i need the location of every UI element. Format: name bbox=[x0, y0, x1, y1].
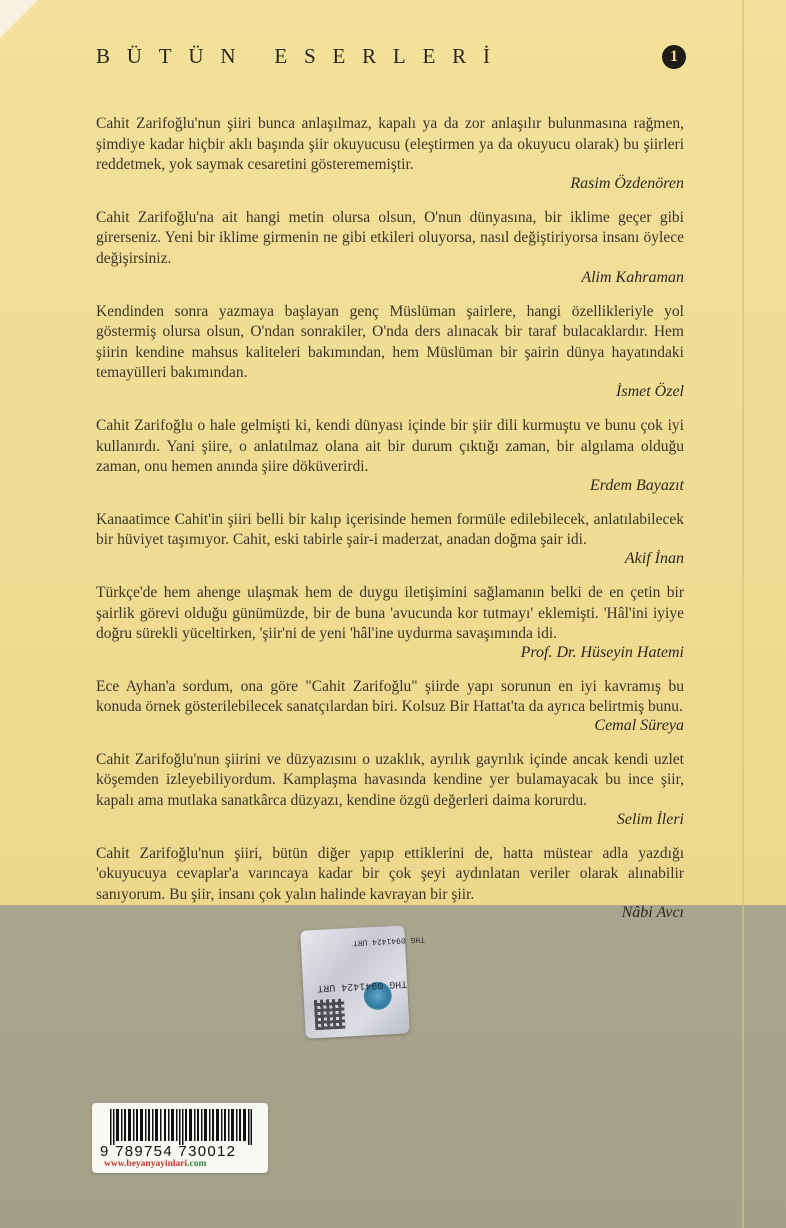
publisher-website bbox=[104, 1159, 264, 1169]
quote-item bbox=[96, 302, 684, 402]
volume-badge: 1 bbox=[662, 45, 686, 69]
quote-text: Türkçe'de hem ahenge ulaşmak hem de duygu iletişimini sağlamanın belki de en çetin bir şairlik görevi olduğu günümüzde, bir de buna 'avucunda kor tutmayı' eklemişti. 'Hâl'ini iyiye doğru sürekli yüceltirken, 'şiir'ni de yeni 'hâl'ine uydurma savaşımında idi. bbox=[96, 583, 684, 643]
quote-item bbox=[96, 677, 684, 736]
quote-item bbox=[96, 208, 684, 288]
quote-author: Prof. Dr. Hüseyin Hatemi bbox=[520, 643, 684, 661]
hologram-sticker bbox=[300, 925, 426, 1038]
quote-item bbox=[96, 510, 684, 569]
quote-author: Erdem Bayazıt bbox=[589, 476, 684, 494]
website-domain: .com bbox=[187, 1159, 207, 1169]
qr-code-icon bbox=[314, 999, 346, 1031]
quote-item bbox=[96, 416, 684, 496]
barcode-icon bbox=[110, 1109, 252, 1145]
quote-text: Cahit Zarifoğlu'nun şiirini ve düzyazısını o uzaklık, ayrılık gayrılık içinde ancak kendi uzlet köşemden izleyebiliyordum. Kamplaşma havasında kendine yer bulamayacak bu ince şiir, kapalı ama mutlaka sanatkârca düzyazı, kendine özgü değerleri daima korurdu. bbox=[96, 750, 684, 810]
isbn-number: 9 789754 730012 bbox=[100, 1143, 237, 1160]
page-corner bbox=[0, 0, 40, 40]
quote-item bbox=[96, 583, 684, 663]
quote-item bbox=[96, 750, 684, 830]
quote-item bbox=[96, 844, 684, 924]
quote-text: Cahit Zarifoğlu o hale gelmişti ki, kendi dünyası içinde bir şiir dili kurmuştu ve bunu çok iyi kullanırdı. Yani şiire, o anlatılmaz olana ait bir durum çıktığı zaman, bir algılama olduğu zaman, onu hemen anında şiire döküverirdi. bbox=[96, 416, 684, 476]
series-title: BÜTÜN ESERLERİ bbox=[96, 44, 507, 68]
quote-author: Nâbi Avcı bbox=[621, 904, 684, 922]
quote-item bbox=[96, 114, 684, 194]
quote-author: Akif İnan bbox=[624, 549, 684, 567]
quote-author: Cemal Süreya bbox=[594, 716, 684, 734]
quote-text: Kanaatimce Cahit'in şiiri belli bir kalıp içerisinde hemen formüle edilebilecek, anlatılabilecek bir hüviyet taşımıyor. Cahit, eski tabirle şair-i maderzat, anadan doğma şair idi. bbox=[96, 510, 684, 549]
quote-text: Ece Ayhan'a sordum, ona göre "Cahit Zarifoğlu" şiirde yapı sorunun en iyi kavramış bu konuda örnek gösterilebilecek sanatçılardan biri. Kolsuz Bir Hattat'ta da ayrıca belirtmiş bunu. bbox=[96, 677, 684, 716]
quote-text: Kendinden sonra yazmaya başlayan genç Müslüman şairlere, hangi özellikleriyle yol göstermiş olursa olsun, O'ndan sonrakiler, O'nda ders alınacak bir taraf bulacaklardır. Hem şiirin kendine mahsus kaliteleri bakımından, hem Müslüman bir şairin dünya hayatındaki temayülleri bakımından. bbox=[96, 302, 684, 382]
quote-author: Selim İleri bbox=[616, 810, 684, 828]
quote-list bbox=[96, 114, 684, 937]
quote-author: İsmet Özel bbox=[616, 382, 684, 400]
quote-text: Cahit Zarifoğlu'na ait hangi metin olursa olsun, O'nun dünyasına, bir iklime geçer gibi girerseniz. Yeni bir iklime girmenin ne gibi etkileri oluyorsa, nasıl değiştiriyorsa insanı öylece değişirsiniz. bbox=[96, 208, 684, 267]
hologram-code: THG 0941424 URT bbox=[316, 977, 408, 993]
website-name: www.beyanyayinlari bbox=[104, 1159, 188, 1169]
quote-text: Cahit Zarifoğlu'nun şiiri, bütün diğer yapıp ettiklerini de, hatta müstear adla yazdığı 'okuyucuya cevaplar'a varıncaya kadar bir çok şeyi aydınlatan veriler olarak alınabilir sanıyorum. Bu şiir, insanı çok yalın halinde kavrayan bir şiir. bbox=[96, 844, 684, 903]
quote-author: Alim Kahraman bbox=[581, 268, 684, 286]
quote-author: Rasim Özdenören bbox=[570, 174, 684, 192]
hologram-tag: THG 0941424 URT bbox=[352, 934, 426, 948]
quote-text: Cahit Zarifoğlu'nun şiiri bunca anlaşılmaz, kapalı ya da zor anlaşılır bulunmasına rağmen, şimdiye kadar hiçbir aklı başında şiir okuyucusu (eleştirmen ya da okuyucu olarak) bu şiirleri reddetmek, yok saymak cesaretini gösterememiştir. bbox=[96, 115, 684, 174]
barcode-label bbox=[92, 1103, 268, 1173]
spine-edge bbox=[742, 0, 744, 1228]
